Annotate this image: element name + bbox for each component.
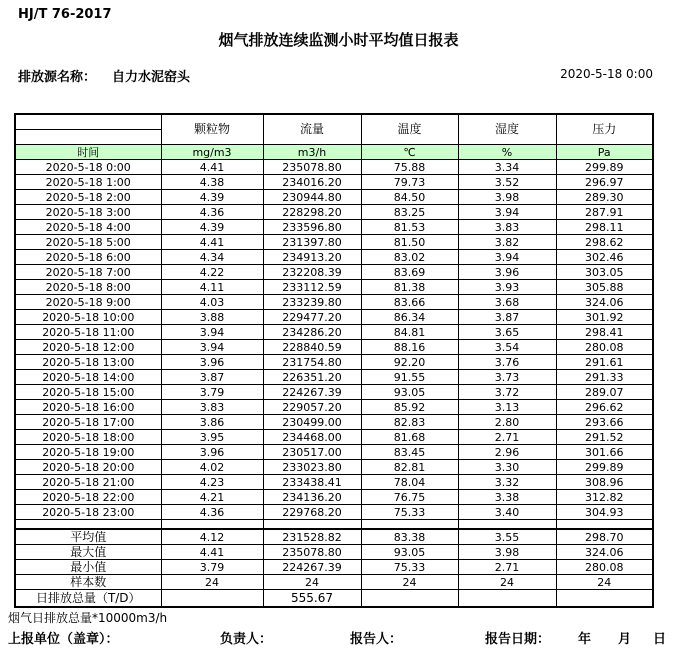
value-cell: 3.98 xyxy=(458,190,556,205)
value-cell: 298.62 xyxy=(556,235,653,250)
value-cell: 4.39 xyxy=(161,190,263,205)
hourly-row xyxy=(15,280,653,295)
summary-value-cell: 235078.80 xyxy=(263,545,361,560)
value-cell: 3.82 xyxy=(458,235,556,250)
value-cell: 2.80 xyxy=(458,415,556,430)
separator-cell xyxy=(161,520,263,530)
summary-value-cell: 324.06 xyxy=(556,545,653,560)
value-cell: 228840.59 xyxy=(263,340,361,355)
value-cell: 82.81 xyxy=(361,460,458,475)
value-cell: 230499.00 xyxy=(263,415,361,430)
value-cell: 3.34 xyxy=(458,160,556,175)
page-title: 烟气排放连续监测小时平均值日报表 xyxy=(218,31,459,49)
value-cell: 4.39 xyxy=(161,220,263,235)
value-cell: 75.33 xyxy=(361,505,458,520)
summary-value-cell: 24 xyxy=(556,575,653,590)
summary-value-cell: 75.33 xyxy=(361,560,458,575)
value-cell: 83.02 xyxy=(361,250,458,265)
value-cell: 280.08 xyxy=(556,340,653,355)
value-cell: 3.96 xyxy=(161,445,263,460)
value-cell: 82.83 xyxy=(361,415,458,430)
value-cell: 3.95 xyxy=(161,430,263,445)
value-cell: 92.20 xyxy=(361,355,458,370)
value-cell: 83.25 xyxy=(361,205,458,220)
value-cell: 298.11 xyxy=(556,220,653,235)
unit-humidity: % xyxy=(458,145,556,160)
value-cell: 232208.39 xyxy=(263,265,361,280)
summary-value-cell: 2.71 xyxy=(458,560,556,575)
value-cell: 3.94 xyxy=(161,340,263,355)
hourly-row xyxy=(15,205,653,220)
value-cell: 234136.20 xyxy=(263,490,361,505)
value-cell: 83.45 xyxy=(361,445,458,460)
responsible-label: 负责人： xyxy=(220,632,273,647)
value-cell: 3.54 xyxy=(458,340,556,355)
time-cell: 2020-5-18 3:00 xyxy=(15,205,161,220)
column-header-humidity: 湿度 xyxy=(458,114,556,145)
month-label: 月 xyxy=(618,632,632,647)
value-cell: 4.11 xyxy=(161,280,263,295)
value-cell: 4.21 xyxy=(161,490,263,505)
value-cell: 3.68 xyxy=(458,295,556,310)
report-datetime: 2020-5-18 0:00 xyxy=(560,67,653,81)
column-header-pm: 颗粒物 xyxy=(161,114,263,145)
value-cell: 235078.80 xyxy=(263,160,361,175)
value-cell: 83.69 xyxy=(361,265,458,280)
hourly-row xyxy=(15,265,653,280)
summary-value-cell: 280.08 xyxy=(556,560,653,575)
value-cell: 298.41 xyxy=(556,325,653,340)
summary-value-cell: 24 xyxy=(361,575,458,590)
value-cell: 3.83 xyxy=(458,220,556,235)
emission-source-line xyxy=(18,66,190,85)
unit-pm: mg/m3 xyxy=(161,145,263,160)
hourly-row xyxy=(15,340,653,355)
value-cell: 88.16 xyxy=(361,340,458,355)
value-cell: 2.71 xyxy=(458,430,556,445)
value-cell: 78.04 xyxy=(361,475,458,490)
summary-label-cell: 最大值 xyxy=(15,545,161,560)
time-cell: 2020-5-18 22:00 xyxy=(15,490,161,505)
value-cell: 4.41 xyxy=(161,235,263,250)
summary-value-cell: 93.05 xyxy=(361,545,458,560)
value-cell: 3.96 xyxy=(161,355,263,370)
hourly-row xyxy=(15,190,653,205)
summary-row xyxy=(15,545,653,560)
time-cell: 2020-5-18 1:00 xyxy=(15,175,161,190)
summary-row xyxy=(15,575,653,590)
value-cell: 3.87 xyxy=(161,370,263,385)
time-cell: 2020-5-18 10:00 xyxy=(15,310,161,325)
value-cell: 291.52 xyxy=(556,430,653,445)
hourly-row xyxy=(15,355,653,370)
value-cell: 81.53 xyxy=(361,220,458,235)
summary-value-cell xyxy=(161,590,263,608)
value-cell: 4.22 xyxy=(161,265,263,280)
hourly-row xyxy=(15,220,653,235)
value-cell: 296.62 xyxy=(556,400,653,415)
value-cell: 4.41 xyxy=(161,160,263,175)
summary-value-cell: 298.70 xyxy=(556,529,653,545)
summary-label-cell: 最小值 xyxy=(15,560,161,575)
value-cell: 299.89 xyxy=(556,460,653,475)
value-cell: 3.38 xyxy=(458,490,556,505)
time-cell: 2020-5-18 19:00 xyxy=(15,445,161,460)
time-cell: 2020-5-18 13:00 xyxy=(15,355,161,370)
value-cell: 3.94 xyxy=(458,205,556,220)
summary-value-cell: 555.67 xyxy=(263,590,361,608)
time-cell: 2020-5-18 6:00 xyxy=(15,250,161,265)
value-cell: 301.92 xyxy=(556,310,653,325)
time-cell: 2020-5-18 18:00 xyxy=(15,430,161,445)
value-cell: 233023.80 xyxy=(263,460,361,475)
time-cell: 2020-5-18 23:00 xyxy=(15,505,161,520)
value-cell: 304.93 xyxy=(556,505,653,520)
summary-value-cell: 3.79 xyxy=(161,560,263,575)
value-cell: 301.66 xyxy=(556,445,653,460)
value-cell: 85.92 xyxy=(361,400,458,415)
value-cell: 83.66 xyxy=(361,295,458,310)
summary-row xyxy=(15,529,653,545)
value-cell: 3.32 xyxy=(458,475,556,490)
time-cell: 2020-5-18 11:00 xyxy=(15,325,161,340)
value-cell: 293.66 xyxy=(556,415,653,430)
summary-value-cell: 4.12 xyxy=(161,529,263,545)
hourly-row xyxy=(15,400,653,415)
hourly-row xyxy=(15,295,653,310)
value-cell: 229768.20 xyxy=(263,505,361,520)
value-cell: 75.88 xyxy=(361,160,458,175)
time-cell: 2020-5-18 17:00 xyxy=(15,415,161,430)
value-cell: 3.65 xyxy=(458,325,556,340)
value-cell: 287.91 xyxy=(556,205,653,220)
value-cell: 3.88 xyxy=(161,310,263,325)
value-cell: 79.73 xyxy=(361,175,458,190)
value-cell: 2.96 xyxy=(458,445,556,460)
summary-value-cell: 4.41 xyxy=(161,545,263,560)
value-cell: 4.23 xyxy=(161,475,263,490)
value-cell: 3.86 xyxy=(161,415,263,430)
value-cell: 3.96 xyxy=(458,265,556,280)
value-cell: 91.55 xyxy=(361,370,458,385)
standard-number: HJ/T 76-2017 xyxy=(18,7,112,22)
time-cell: 2020-5-18 8:00 xyxy=(15,280,161,295)
value-cell: 296.97 xyxy=(556,175,653,190)
value-cell: 3.79 xyxy=(161,385,263,400)
summary-row xyxy=(15,560,653,575)
unit-pressure: Pa xyxy=(556,145,653,160)
value-cell: 231397.80 xyxy=(263,235,361,250)
separator-cell xyxy=(263,520,361,530)
daily-total-note: 烟气日排放总量*10000m3/h xyxy=(8,611,168,625)
unit-header-row xyxy=(15,145,653,160)
value-cell: 81.38 xyxy=(361,280,458,295)
unit-temperature: ℃ xyxy=(361,145,458,160)
hourly-row xyxy=(15,505,653,520)
value-cell: 3.52 xyxy=(458,175,556,190)
time-cell: 2020-5-18 21:00 xyxy=(15,475,161,490)
time-cell: 2020-5-18 20:00 xyxy=(15,460,161,475)
time-cell: 2020-5-18 7:00 xyxy=(15,265,161,280)
value-cell: 299.89 xyxy=(556,160,653,175)
value-cell: 3.76 xyxy=(458,355,556,370)
value-cell: 291.33 xyxy=(556,370,653,385)
value-cell: 3.73 xyxy=(458,370,556,385)
time-cell: 2020-5-18 4:00 xyxy=(15,220,161,235)
time-cell: 2020-5-18 14:00 xyxy=(15,370,161,385)
value-cell: 289.07 xyxy=(556,385,653,400)
value-cell: 3.94 xyxy=(458,250,556,265)
value-cell: 228298.20 xyxy=(263,205,361,220)
value-cell: 224267.39 xyxy=(263,385,361,400)
value-cell: 234286.20 xyxy=(263,325,361,340)
value-cell: 3.83 xyxy=(161,400,263,415)
year-label: 年 xyxy=(578,632,592,647)
value-cell: 3.94 xyxy=(161,325,263,340)
source-label: 排放源名称： xyxy=(18,70,97,85)
value-cell: 81.68 xyxy=(361,430,458,445)
hourly-row xyxy=(15,490,653,505)
value-cell: 3.30 xyxy=(458,460,556,475)
hourly-row xyxy=(15,235,653,250)
hourly-row xyxy=(15,310,653,325)
header-blank-cell-bottom xyxy=(15,130,161,145)
value-cell: 303.05 xyxy=(556,265,653,280)
value-cell: 4.36 xyxy=(161,505,263,520)
separator-cell xyxy=(458,520,556,530)
value-cell: 76.75 xyxy=(361,490,458,505)
time-cell: 2020-5-18 5:00 xyxy=(15,235,161,250)
time-cell: 2020-5-18 12:00 xyxy=(15,340,161,355)
value-cell: 4.34 xyxy=(161,250,263,265)
value-cell: 229477.20 xyxy=(263,310,361,325)
value-cell: 230517.00 xyxy=(263,445,361,460)
summary-value-cell xyxy=(361,590,458,608)
hourly-row xyxy=(15,460,653,475)
value-cell: 312.82 xyxy=(556,490,653,505)
unit-flow: m3/h xyxy=(263,145,361,160)
value-cell: 302.46 xyxy=(556,250,653,265)
column-header-temperature: 温度 xyxy=(361,114,458,145)
value-cell: 230944.80 xyxy=(263,190,361,205)
hourly-row xyxy=(15,325,653,340)
separator-cell xyxy=(15,520,161,530)
summary-label-cell: 平均值 xyxy=(15,529,161,545)
hourly-row xyxy=(15,415,653,430)
separator-row xyxy=(15,520,653,530)
summary-value-cell: 3.98 xyxy=(458,545,556,560)
summary-value-cell xyxy=(556,590,653,608)
value-cell: 86.34 xyxy=(361,310,458,325)
time-cell: 2020-5-18 9:00 xyxy=(15,295,161,310)
report-unit-label: 上报单位（盖章）： xyxy=(8,632,119,647)
value-cell: 3.40 xyxy=(458,505,556,520)
summary-row xyxy=(15,590,653,608)
value-cell: 3.87 xyxy=(458,310,556,325)
time-header: 时间 xyxy=(15,145,161,160)
summary-value-cell: 24 xyxy=(458,575,556,590)
separator-cell xyxy=(556,520,653,530)
time-cell: 2020-5-18 16:00 xyxy=(15,400,161,415)
summary-label-cell: 日排放总量（T/D） xyxy=(15,590,161,608)
summary-value-cell xyxy=(458,590,556,608)
value-cell: 291.61 xyxy=(556,355,653,370)
value-cell: 229057.20 xyxy=(263,400,361,415)
hourly-row xyxy=(15,430,653,445)
hourly-row xyxy=(15,160,653,175)
value-cell: 84.81 xyxy=(361,325,458,340)
column-header-pressure: 压力 xyxy=(556,114,653,145)
hourly-row xyxy=(15,445,653,460)
column-header-row xyxy=(15,114,653,130)
hourly-row xyxy=(15,175,653,190)
value-cell: 4.38 xyxy=(161,175,263,190)
summary-value-cell: 3.55 xyxy=(458,529,556,545)
value-cell: 84.50 xyxy=(361,190,458,205)
separator-cell xyxy=(361,520,458,530)
time-cell: 2020-5-18 0:00 xyxy=(15,160,161,175)
summary-label-cell: 样本数 xyxy=(15,575,161,590)
value-cell: 233239.80 xyxy=(263,295,361,310)
value-cell: 3.72 xyxy=(458,385,556,400)
summary-value-cell: 24 xyxy=(161,575,263,590)
value-cell: 233438.41 xyxy=(263,475,361,490)
value-cell: 233596.80 xyxy=(263,220,361,235)
hourly-data-table xyxy=(14,113,654,608)
value-cell: 234468.00 xyxy=(263,430,361,445)
value-cell: 305.88 xyxy=(556,280,653,295)
summary-value-cell: 224267.39 xyxy=(263,560,361,575)
value-cell: 233112.59 xyxy=(263,280,361,295)
value-cell: 308.96 xyxy=(556,475,653,490)
report-date-label: 报告日期： xyxy=(485,632,551,647)
reporter-label: 报告人： xyxy=(350,632,403,647)
day-label: 日 xyxy=(653,632,667,647)
summary-value-cell: 231528.82 xyxy=(263,529,361,545)
value-cell: 4.03 xyxy=(161,295,263,310)
value-cell: 234913.20 xyxy=(263,250,361,265)
value-cell: 324.06 xyxy=(556,295,653,310)
value-cell: 4.36 xyxy=(161,205,263,220)
hourly-row xyxy=(15,475,653,490)
hourly-row xyxy=(15,385,653,400)
value-cell: 3.93 xyxy=(458,280,556,295)
value-cell: 81.50 xyxy=(361,235,458,250)
source-name: 自力水泥窑头 xyxy=(112,70,191,85)
summary-value-cell: 83.38 xyxy=(361,529,458,545)
value-cell: 93.05 xyxy=(361,385,458,400)
value-cell: 289.30 xyxy=(556,190,653,205)
value-cell: 4.02 xyxy=(161,460,263,475)
value-cell: 226351.20 xyxy=(263,370,361,385)
value-cell: 234016.20 xyxy=(263,175,361,190)
hourly-row xyxy=(15,250,653,265)
time-cell: 2020-5-18 15:00 xyxy=(15,385,161,400)
value-cell: 231754.80 xyxy=(263,355,361,370)
summary-value-cell: 24 xyxy=(263,575,361,590)
header-blank-cell-top xyxy=(15,114,161,130)
value-cell: 3.13 xyxy=(458,400,556,415)
column-header-flow: 流量 xyxy=(263,114,361,145)
hourly-row xyxy=(15,370,653,385)
time-cell: 2020-5-18 2:00 xyxy=(15,190,161,205)
